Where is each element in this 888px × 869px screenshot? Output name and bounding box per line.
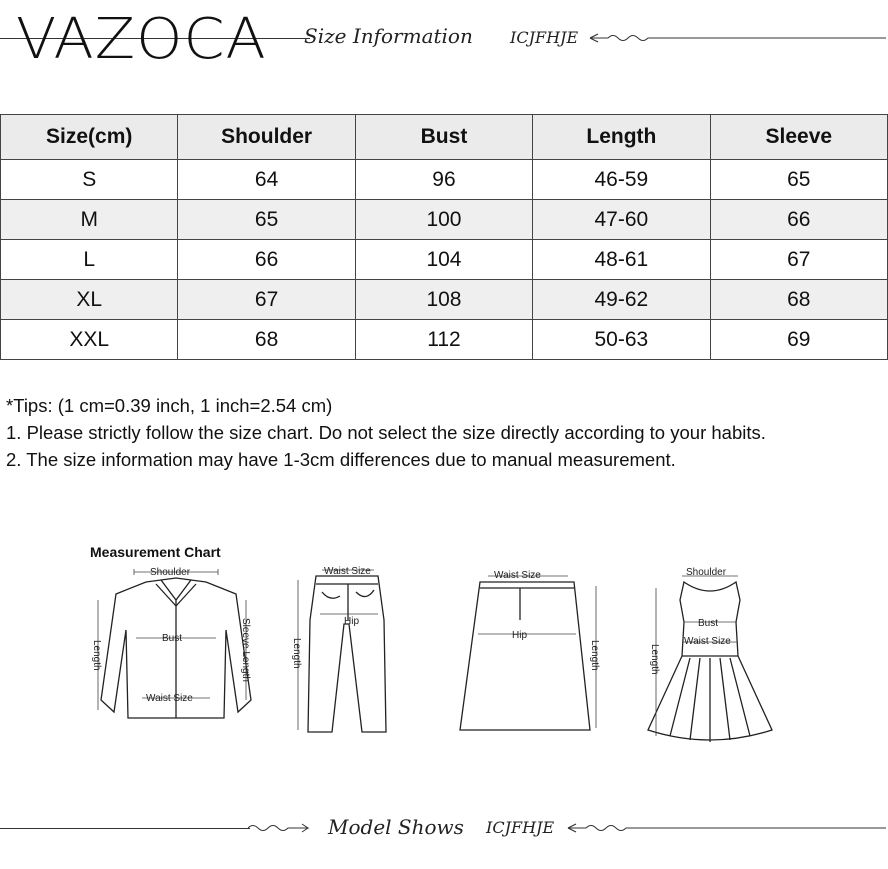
pants-waist-label: Waist Size (324, 566, 371, 577)
cell-bust: 108 (355, 280, 532, 320)
tips-block (6, 392, 766, 473)
cell-size: XXL (1, 320, 178, 360)
cell-length: 49-62 (533, 280, 710, 320)
pants-length-label: Length (291, 638, 302, 669)
tips-conversion: *Tips: (1 cm=0.39 inch, 1 inch=2.54 cm) (6, 395, 333, 416)
cell-sleeve: 67 (710, 240, 887, 280)
footer-wave-left-icon (248, 820, 318, 836)
pants-diagram (286, 560, 396, 745)
skirt-length-label: Length (589, 640, 600, 671)
cell-shoulder: 68 (178, 320, 355, 360)
dress-bust-label: Bust (698, 618, 719, 629)
cell-shoulder: 66 (178, 240, 355, 280)
cell-size: S (1, 160, 178, 200)
footer-code: ICJFHJE (486, 818, 555, 837)
measurement-chart-title: Measurement Chart (90, 544, 221, 560)
footer-title: Model Shows (328, 815, 464, 839)
cell-size: L (1, 240, 178, 280)
cell-bust: 96 (355, 160, 532, 200)
col-header-bust: Bust (355, 115, 532, 160)
skirt-waist-label: Waist Size (494, 570, 541, 581)
table-row (1, 160, 888, 200)
col-header-size: Size(cm) (1, 115, 178, 160)
table-header-row (1, 115, 888, 160)
cell-length: 46-59 (533, 160, 710, 200)
shirt-shoulder-label: Shoulder (150, 567, 191, 578)
dress-shoulder-label: Shoulder (686, 567, 727, 578)
cell-sleeve: 68 (710, 280, 887, 320)
col-header-length: Length (533, 115, 710, 160)
header-code: ICJFHJE (510, 28, 579, 47)
cell-length: 47-60 (533, 200, 710, 240)
skirt-hip-label: Hip (512, 630, 528, 641)
col-header-shoulder: Shoulder (178, 115, 355, 160)
dress-diagram (640, 560, 780, 755)
shirt-diagram (86, 560, 266, 735)
cell-length: 50-63 (533, 320, 710, 360)
table-row (1, 280, 888, 320)
footer-rule-left (0, 828, 250, 829)
cell-sleeve: 65 (710, 160, 887, 200)
cell-shoulder: 64 (178, 160, 355, 200)
tips-note-2: 2. The size information may have 1-3cm differences due to manual measurement. (6, 449, 676, 470)
cell-bust: 104 (355, 240, 532, 280)
cell-shoulder: 65 (178, 200, 355, 240)
dress-waist-label: Waist Size (684, 636, 731, 647)
tips-note-1: 1. Please strictly follow the size chart. Do not select the size directly according to your habits. (6, 422, 766, 443)
header-arrow-icon (588, 30, 888, 46)
cell-sleeve: 69 (710, 320, 887, 360)
cell-bust: 112 (355, 320, 532, 360)
shirt-bust-label: Bust (162, 633, 183, 644)
table-row (1, 200, 888, 240)
header-title: Size Information (304, 24, 473, 48)
cell-sleeve: 66 (710, 200, 887, 240)
footer-arrow-icon (566, 820, 888, 836)
cell-size: M (1, 200, 178, 240)
cell-length: 48-61 (533, 240, 710, 280)
brand-logo: VAZOCA (16, 7, 267, 72)
col-header-sleeve: Sleeve (710, 115, 887, 160)
cell-size: XL (1, 280, 178, 320)
shirt-waist-label: Waist Size (146, 693, 193, 704)
shirt-length-label: Length (91, 640, 102, 671)
table-row (1, 320, 888, 360)
shirt-sleeve-label: Sleeve Length (240, 618, 251, 682)
size-table (0, 114, 888, 360)
table-row (1, 240, 888, 280)
skirt-diagram (452, 560, 612, 745)
cell-shoulder: 67 (178, 280, 355, 320)
cell-bust: 100 (355, 200, 532, 240)
dress-length-label: Length (649, 644, 660, 675)
pants-hip-label: Hip (344, 616, 360, 627)
